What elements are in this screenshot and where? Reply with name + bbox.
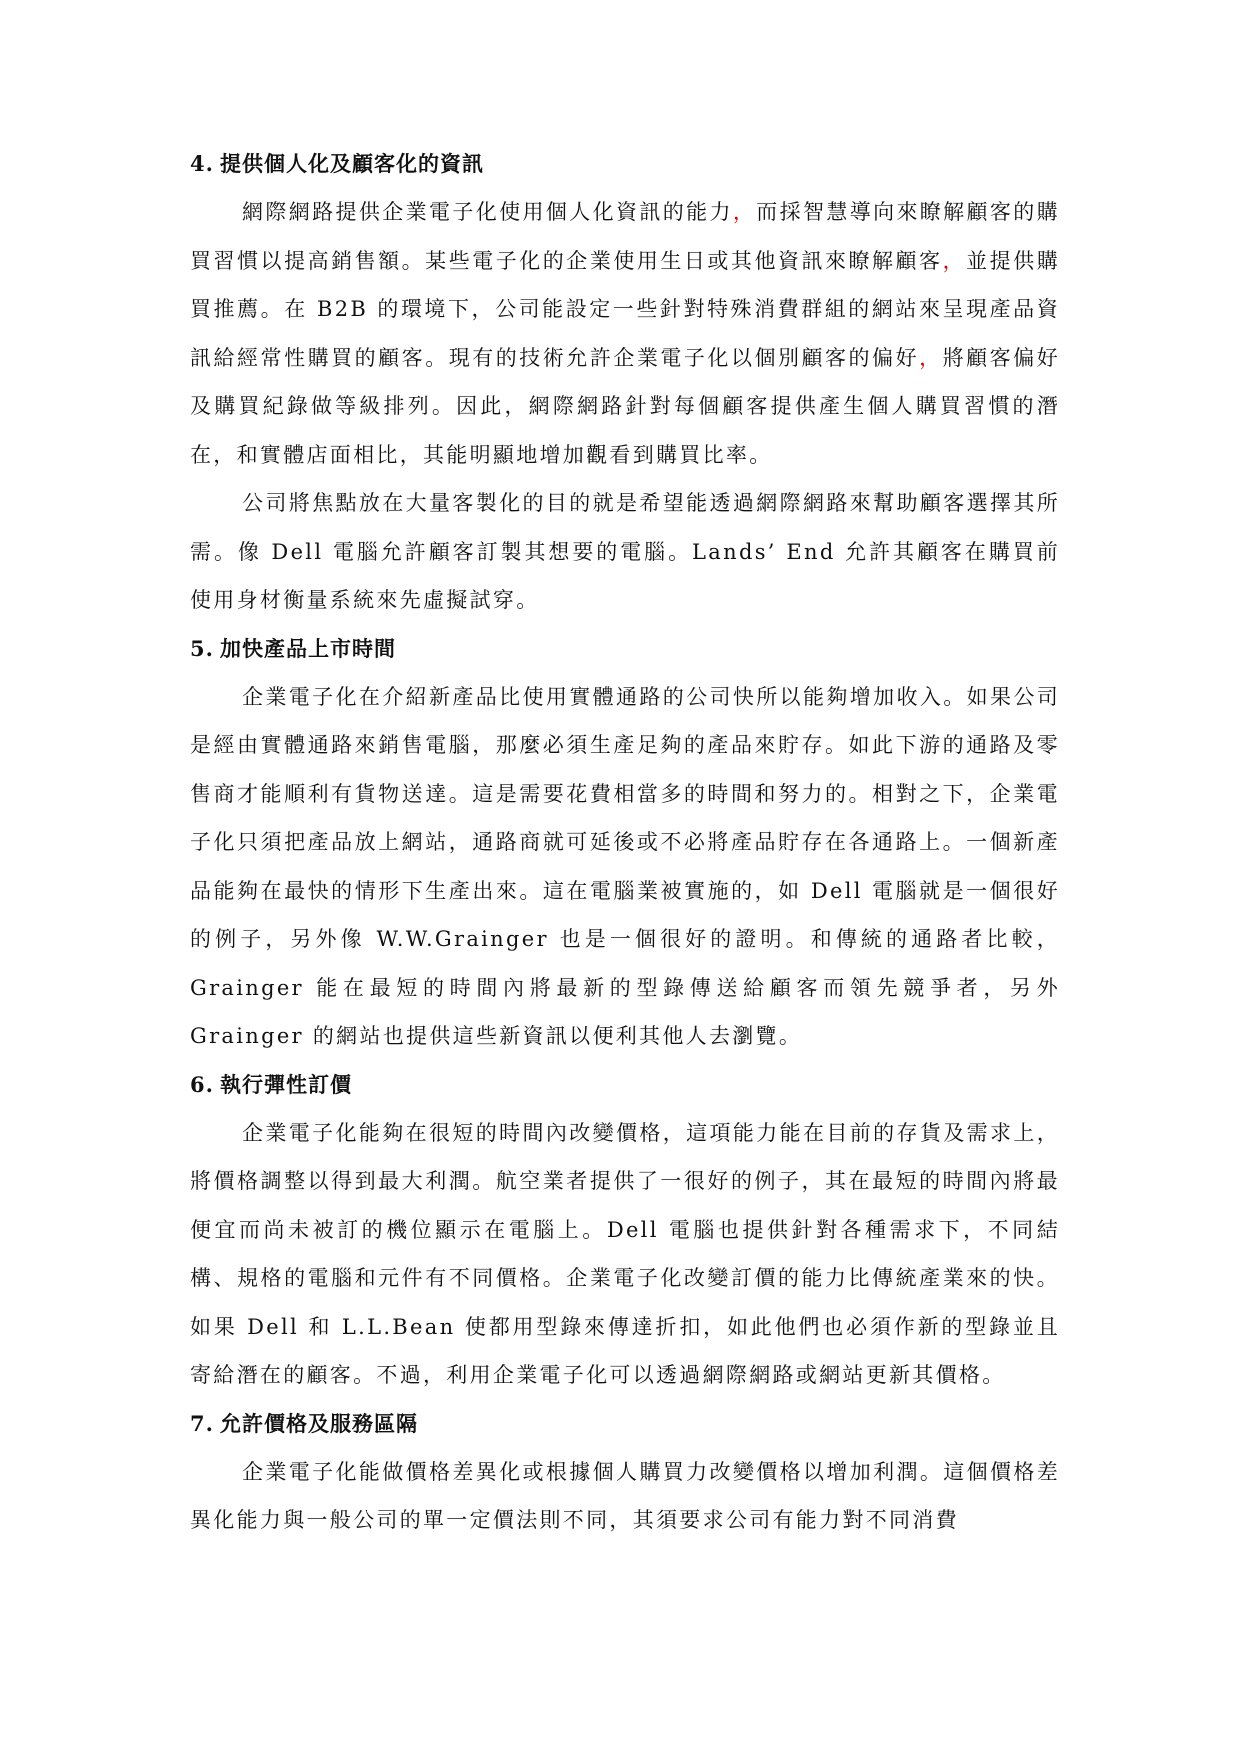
section-6 [190,1061,1060,1400]
paragraph [190,479,1060,625]
text-run: 公司將焦點放在大量客製化的目的就是希望能透過網際網路來幫助顧客選擇其所需。像 Dell 電腦允許顧客訂製其想要的電腦。Lands’ End 允許其顧客在購買前使用身材衡量系統來先虛擬試穿。 [190,491,1060,612]
section-7 [190,1400,1060,1545]
text-run: 而採智慧導向來瞭解顧客的購買習慣以提高銷售額。某些電子化的企業使用生日或其他資訊來瞭解顧客 [190,200,1060,273]
section-title: 允許價格及服務區隔 [220,1410,418,1436]
paragraph [190,1109,1060,1400]
section-number: 4. [190,151,214,176]
text-run: 網際網路提供企業電子化使用個人化資訊的能力 [242,200,733,224]
section-number: 6. [190,1071,214,1097]
section-heading [190,1400,1060,1448]
section-title: 加快產品上市時間 [220,635,396,661]
red-comma: ， [942,248,967,273]
text-run: 將顧客偏好及購買紀錄做等級排列。因此，網際網路針對每個顧客提供產生個人購買習慣的潛在，和實體店面相比，其能明顯地增加觀看到購買比率。 [190,345,1061,467]
red-comma: ， [732,200,757,224]
text-run: 企業電子化能做價格差異化或根據個人購買力改變價格以增加利潤。這個價格差異化能力與一般公司的單一定價法則不同，其須要求公司有能力對不同消費 [190,1459,1060,1532]
section-title: 提供個人化及顧客化的資訊 [220,151,484,176]
section-4 [190,140,1060,625]
paragraph [190,1448,1060,1545]
section-heading [190,1061,1060,1109]
text-run: 企業電子化在介紹新產品比使用實體通路的公司快所以能夠增加收入。如果公司是經由實體通路來銷售電腦，那麼必須生產足夠的產品來貯存。如此下游的通路及零售商才能順利有貨物送達。這是需要花費相當多的時間和努力的。相對之下，企業電子化只須把產品放上網站，通路商就可延後或不必將產品貯存在各通路上。一個新產品能夠在最快的情形下生產出來。這在電腦業被實施的，如 Dell 電腦就是一個很好的例子，另外像 W.W.Grainger 也是一個很好的證明。和傳統的通路者比較，Grainger 能在最短的時間內將最新的型錄傳送給顧客而領先競爭者，另外 Grainger 的網站也提供這些新資訊以便利其他人去瀏覽。 [190,684,1060,1048]
section-heading [190,625,1060,673]
section-number: 7. [190,1410,214,1436]
paragraph [190,673,1060,1061]
section-5 [190,625,1060,1061]
section-heading [190,140,1060,188]
document-page [190,140,1060,1545]
text-run: 企業電子化能夠在很短的時間內改變價格，這項能力能在目前的存貨及需求上，將價格調整以得到最大利潤。航空業者提供了一很好的例子，其在最短的時間內將最便宜而尚未被訂的機位顯示在電腦上。Dell 電腦也提供針對各種需求下，不同結構、規格的電腦和元件有不同價格。企業電子化改變訂價的能力比傳統產業來的快。如果 Dell 和 L.L.Bean 使都用型錄來傳達折扣，如此他們也必須作新的型錄並且寄給潛在的顧客。不過，利用企業電子化可以透過網際網路或網站更新其價格。 [190,1120,1060,1387]
section-title: 執行彈性訂價 [220,1071,352,1097]
text-run: 並提供購買推薦。在 B2B 的環境下，公司能設定一些針對特殊消費群組的網站來呈現產品資訊給經常性購買的顧客。現有的技術允許企業電子化以個別顧客的偏好 [190,248,1060,370]
red-comma: ， [919,345,943,370]
paragraph [190,188,1060,479]
section-number: 5. [190,635,214,661]
